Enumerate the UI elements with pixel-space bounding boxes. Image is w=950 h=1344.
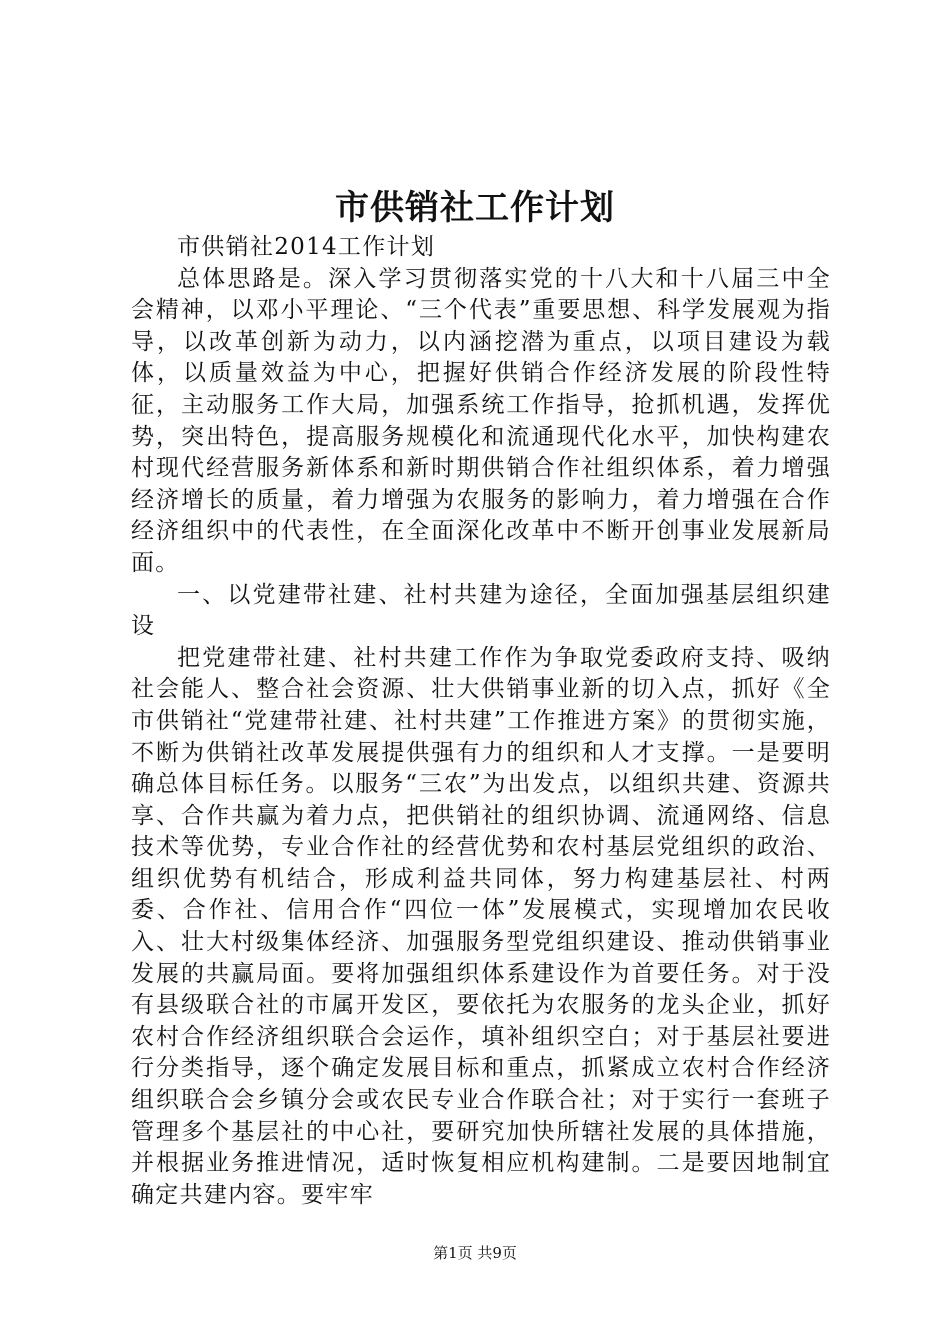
page-number-footer: 第1页 共9页 (433, 1244, 517, 1262)
body-paragraph: 总体思路是。深入学习贯彻落实党的十八大和十八届三中全会精神，以邓小平理论、“三个代表”重要思想、科学发展观为指导，以改革创新为动力，以内涵挖潜为重点，以项目建设为载体，以质量效益为中心，把握好供销合作经济发展的阶段性特征，主动服务工作大局，加强系统工作指导，抢抓机遇，发挥优势，突出特色，提高服务规模化和流通现代化水平，加快构建农村现代经营服务新体系和新时期供销合作社组织体系，着力增强经济增长的质量，着力增强为农服务的影响力，着力增强在合作经济组织中的代表性，在全面深化改革中不断开创事业发展新局面。 (131, 265, 831, 576)
document-title: 市供销社工作计划 (335, 188, 615, 228)
document-body (131, 232, 831, 1211)
section-heading: 一、以党建带社建、社村共建为途径，全面加强基层组织建设 (131, 581, 831, 640)
body-paragraph: 把党建带社建、社村共建工作作为争取党委政府支持、吸纳社会能人、整合社会资源、壮大供销事业新的切入点，抓好《全市供销社“党建带社建、社村共建”工作推进方案》的贯彻实施，不断为供销社改革发展提供强有力的组织和人才支撑。一是要明确总体目标任务。以服务“三农”为出发点，以组织共建、资源共享、合作共赢为着力点，把供销社的组织协调、流通网络、信息技术等优势，专业合作社的经营优势和农村基层党组织的政治、组织优势有机结合，形成利益共同体，努力构建基层社、村两委、合作社、信用合作“四位一体”发展模式，实现增加农民收入、壮大村级集体经济、加强服务型党组织建设、推动供销事业发展的共赢局面。要将加强组织体系建设作为首要任务。对于没有县级联合社的市属开发区，要依托为农服务的龙头企业，抓好农村合作经济组织联合会运作，填补组织空白；对于基层社要进行分类指导，逐个确定发展目标和重点，抓紧成立农村合作经济组织联合会乡镇分会或农民专业合作联合社；对于实行一套班子管理多个基层社的中心社，要研究加快所辖社发展的具体措施，并根据业务推进情况，适时恢复相应机构建制。二是要因地制宜确定共建内容。要牢牢 (131, 644, 831, 1208)
body-paragraph: 市供销社2014工作计划 (177, 234, 436, 260)
